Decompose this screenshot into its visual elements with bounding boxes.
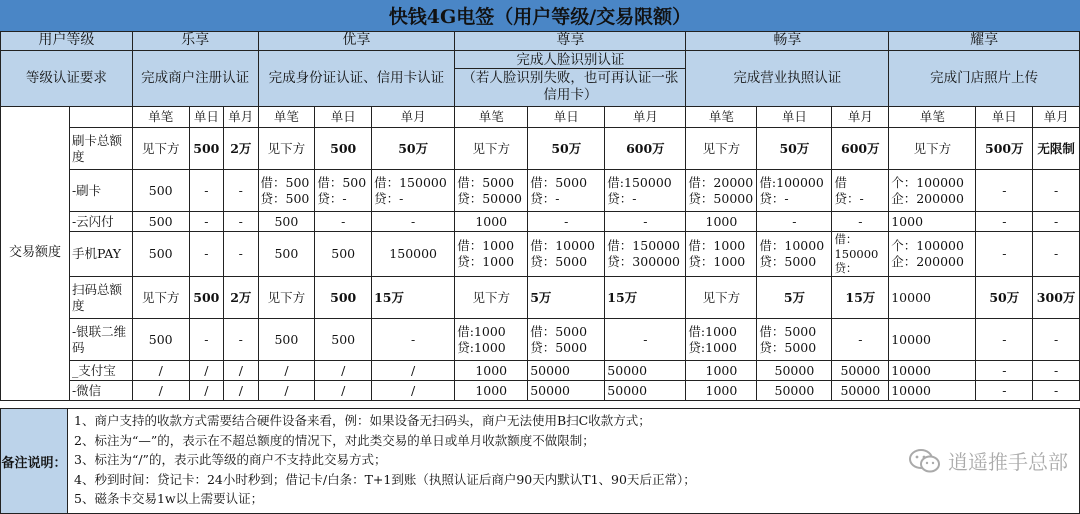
level-youxiang: 优享 (258, 32, 455, 51)
col-monthly: 单月 (1033, 107, 1080, 128)
col-single: 单笔 (686, 107, 757, 128)
col-monthly: 单月 (832, 107, 889, 128)
unionpay-row: -银联二维码 500 - - 500 500 - 借:1000 贷:1000 借：5000 贷：5000 - 借:1000 贷:1000 借：5000 贷：5000 - 10000 - - (1, 319, 1080, 361)
corner-label: 用户等级 (1, 32, 133, 51)
mobile-pay-label: 手机PAY (69, 232, 132, 277)
level-header-row (1, 32, 1080, 51)
req-youxiang: 完成身份证认证、信用卡认证 (258, 51, 455, 107)
col-monthly: 单月 (224, 107, 258, 128)
col-daily: 单日 (315, 107, 372, 128)
wechat-icon (908, 448, 942, 474)
scan-total-row: 扫码总额度 见下方 500 2万 见下方 500 15万 见下方 5万 15万 见下方 5万 15万 10000 50万 300万 (1, 277, 1080, 319)
watermark-text: 逍遥推手总部 (948, 450, 1068, 474)
col-daily: 单日 (189, 107, 223, 128)
notes-label: 备注说明： (0, 408, 68, 514)
col-daily: 单日 (528, 107, 605, 128)
unionpay-label: -银联二维码 (69, 319, 132, 361)
wechat-row: -微信 / / / / / / 1000 50000 50000 1000 50000 50000 10000 - - (1, 381, 1080, 401)
col-single: 单笔 (455, 107, 528, 128)
alipay-row: _支付宝 / / / / / / 1000 50000 50000 1000 50000 50000 10000 - - (1, 361, 1080, 381)
col-daily: 单日 (976, 107, 1033, 128)
note-item: 5、磁条卡交易1w以上需要认证； (74, 491, 264, 506)
alipay-label: _支付宝 (69, 361, 132, 381)
period-header-row (1, 107, 1080, 128)
watermark (908, 446, 1068, 475)
level-changxiang: 畅享 (686, 32, 889, 51)
req-zunxiang-main: 完成人脸识别认证 (455, 52, 685, 69)
note-item: 3、标注为“/”的，表示此等级的商户不支持此交易方式； (74, 452, 387, 467)
note-item: 2、标注为“—”的，表示在不超总额度的情况下，对此类交易的单日或单月收款额度不做限制； (74, 432, 595, 448)
limits-table (0, 31, 1080, 401)
col-monthly: 单月 (372, 107, 455, 128)
requirements-label: 等级认证要求 (1, 51, 133, 107)
wechat-label: -微信 (69, 381, 132, 401)
req-zunxiang (455, 51, 686, 107)
note-item: 4、秒到时间：贷记卡：24小时秒到；借记卡/白条：T+1到账（执照认证后商户90天内默认T1、90天后正常）； (74, 471, 696, 487)
note-item: 1、商户支持的收款方式需要结合硬件设备来看，例：如果设备无扫码头，商户无法使用B扫C收款方式； (74, 413, 651, 428)
req-zunxiang-note: （若人脸识别失败，也可再认证一张信用卡） (462, 70, 679, 103)
requirements-row (1, 51, 1080, 107)
cloud-row: -云闪付 500 - - 500 - - 1000 - - 1000 - - 1000 - - (1, 212, 1080, 232)
req-changxiang: 完成营业执照认证 (686, 51, 889, 107)
col-single: 单笔 (132, 107, 189, 128)
mobile-pay-row: 手机PAY 500 - - 500 500 150000 借：1000 贷：1000 借：10000 贷：5000 借：150000 贷：300000 借：1000 贷：1000 借：10000 贷：5000 借： 150000 贷： 个：100000 企：200000 - - (1, 232, 1080, 277)
card-total-label: 刷卡总额度 (69, 128, 132, 170)
level-lexiang: 乐享 (132, 32, 258, 51)
sheet-title: 快钱4G电签（用户等级/交易限额） (0, 0, 1080, 32)
col-single: 单笔 (889, 107, 976, 128)
scan-total-label: 扫码总额度 (69, 277, 132, 319)
level-yaoxiang: 耀享 (889, 32, 1080, 51)
level-zunxiang: 尊享 (455, 32, 686, 51)
req-yaoxiang: 完成门店照片上传 (889, 51, 1080, 107)
cloud-label: -云闪付 (69, 212, 132, 232)
card-row: -刷卡 500 - - 借：500 贷：500 借：500 贷：- 借：150000 贷：- 借：5000 贷：50000 借：5000 贷：- 借:150000 贷：- 借：20000 贷：50000 借:100000 贷：- 借 贷：- 个：100000 企：200000 - - (1, 170, 1080, 212)
card-label: -刷卡 (69, 170, 132, 212)
req-lexiang: 完成商户注册认证 (132, 51, 258, 107)
limits-label: 交易额度 (1, 107, 70, 401)
col-monthly: 单月 (605, 107, 686, 128)
card-total-row: 刷卡总额度 见下方 500 2万 见下方 500 50万 见下方 50万 600万 见下方 50万 600万 见下方 500万 无限制 (1, 128, 1080, 170)
col-single: 单笔 (258, 107, 315, 128)
col-daily: 单日 (757, 107, 832, 128)
